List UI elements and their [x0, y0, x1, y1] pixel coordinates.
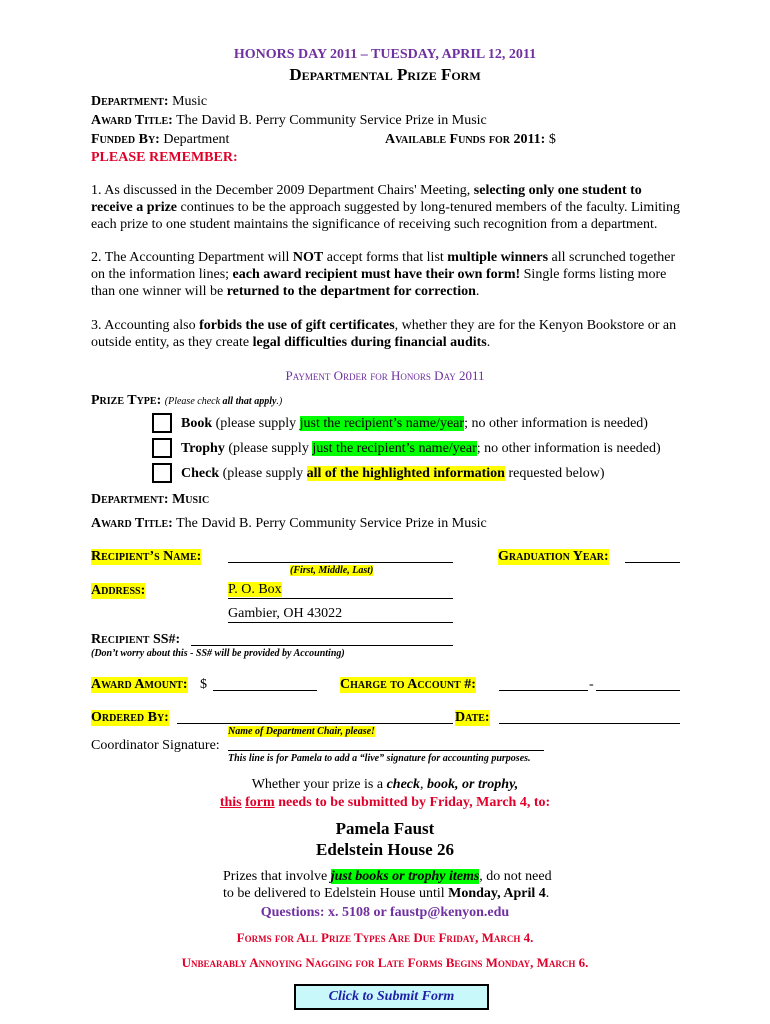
payment-department-row — [91, 492, 209, 508]
trophy-checkbox[interactable] — [152, 438, 172, 458]
funded-by-value: Department — [163, 132, 230, 147]
available-funds-label: Available Funds for 2011: — [385, 132, 546, 147]
submit-form-button[interactable]: Click to Submit Form — [294, 984, 489, 1010]
rule-3-legal: legal difficulties during financial audits — [252, 335, 487, 350]
prize-type-row — [91, 393, 282, 409]
rule-3-text-b: , whether they are for the Kenyon Bookstore or an outside entity, as they create — [91, 318, 677, 350]
submit-form-word: form — [245, 795, 275, 810]
contact-location: Edelstein House 26 — [316, 840, 454, 859]
ordered-by-label: Ordered By: — [91, 710, 169, 725]
please-remember-heading: PLEASE REMEMBER: — [91, 150, 238, 165]
payment-award-label: Award Title: — [91, 516, 173, 531]
available-funds-value: $ — [548, 132, 556, 147]
submit-this: this — [219, 795, 242, 810]
funded-by-row — [91, 132, 229, 148]
rule-1-text-end: continues to be the approach suggested by long-tenured members of the faculty. Limiting each prize to one student maintains the significance of receiving such recognition from a department. — [91, 200, 680, 232]
rule-2-returned: returned to the department for correction — [226, 284, 476, 299]
submit-deadline-text: needs to be submitted by Friday, March 4, to: — [274, 795, 551, 810]
prize-type-note-a: (Please check — [164, 396, 223, 407]
ss-label: Recipient SS#: — [91, 632, 181, 647]
ss-note: (Don’t worry about this - SS# will be provided by Accounting) — [91, 648, 345, 659]
prizes-text-d: to be delivered to Edelstein House until — [223, 886, 449, 901]
award-title-label: Award Title: — [91, 113, 173, 128]
payment-order-heading: Payment Order for Honors Day 2011 — [285, 368, 485, 383]
address-line-1-value: P. O. Box — [228, 582, 282, 597]
rule-2-text-b: accept forms that list — [323, 250, 448, 265]
rule-3 — [91, 317, 681, 351]
charge-account-label: Charge to Account #: — [340, 677, 476, 692]
award-amount-label: Award Amount: — [91, 677, 188, 692]
prize-type-label: Prize Type: — [91, 393, 162, 408]
prizes-line-2 — [223, 886, 549, 902]
recipient-name-field[interactable] — [228, 548, 453, 563]
check-option-pre: (please supply — [219, 466, 307, 481]
department-value: Music — [172, 94, 208, 109]
prize-type-note-b: all that apply — [222, 396, 277, 407]
date-field[interactable] — [499, 709, 680, 724]
address-label: Address: — [91, 583, 146, 598]
rule-2-text: 2. The Accounting Department will — [91, 250, 293, 265]
charge-account-field-1[interactable] — [499, 676, 588, 691]
ss-field[interactable] — [191, 631, 453, 646]
department-row — [91, 94, 207, 110]
whether-comma: , — [420, 777, 428, 792]
rule-1 — [91, 182, 681, 233]
check-checkbox[interactable] — [152, 463, 172, 483]
book-option-post: ; no other information is needed) — [464, 416, 648, 431]
prizes-date: Monday, April 4 — [448, 886, 546, 901]
submit-deadline-line — [0, 795, 770, 811]
book-option-name: Book — [181, 416, 213, 431]
trophy-option — [181, 441, 661, 457]
funded-by-label: Funded By: — [91, 132, 160, 147]
prize-type-note-c: .) — [276, 396, 283, 407]
check-option-highlight: all of the highlighted information — [306, 466, 505, 481]
whether-prize-line — [0, 777, 770, 793]
rule-2-not: NOT — [292, 250, 324, 265]
department-label: Department: — [91, 94, 169, 109]
coordinator-signature-hint: This line is for Pamela to add a “live” signature for accounting purposes. — [228, 753, 531, 764]
coordinator-signature-field[interactable] — [228, 736, 544, 751]
honors-day-header: HONORS DAY 2011 – TUESDAY, APRIL 12, 2011 — [233, 47, 537, 62]
whether-text-a: Whether your prize is a — [251, 777, 387, 792]
check-option-name: Check — [181, 466, 220, 481]
payment-department-value: Music — [172, 492, 210, 507]
address-line-2-field[interactable] — [228, 606, 453, 623]
rule-3-period: . — [486, 335, 491, 350]
award-title-row — [91, 113, 487, 129]
book-option — [181, 416, 648, 432]
prizes-highlight: just books or trophy items — [330, 869, 480, 884]
rule-2-multiple: multiple winners — [447, 250, 549, 265]
award-amount-prefix: $ — [200, 677, 207, 692]
trophy-option-post: ; no other information is needed) — [476, 441, 661, 456]
trophy-option-name: Trophy — [181, 441, 225, 456]
form-title: Departmental Prize Form — [289, 65, 481, 84]
charge-account-dash: - — [589, 677, 594, 692]
prize-type-note — [165, 396, 283, 407]
rule-2-period: . — [475, 284, 480, 299]
date-label: Date: — [455, 710, 490, 725]
check-option-post: requested below) — [504, 466, 605, 481]
payment-award-row — [91, 516, 487, 532]
coordinator-signature-label: Coordinator Signature: — [91, 738, 220, 753]
book-option-pre: (please supply — [212, 416, 300, 431]
rule-3-forbids: forbids the use of gift certificates — [199, 318, 395, 333]
rule-2-text-d: Single forms listing more than one winner will be — [91, 267, 667, 299]
award-amount-field[interactable] — [213, 676, 317, 691]
rule-1-emphasis: selecting only one student to receive a prize — [91, 183, 642, 215]
prizes-text-c: , do not need — [479, 869, 552, 884]
recipient-name-label: Recipient’s Name: — [91, 549, 202, 564]
book-checkbox[interactable] — [152, 413, 172, 433]
recipient-name-hint: (First, Middle, Last) — [290, 565, 374, 576]
trophy-option-pre: (please supply — [224, 441, 313, 456]
book-option-highlight: just the recipient’s name/year — [299, 416, 465, 431]
rule-1-text: 1. As discussed in the December 2009 Department Chairs' Meeting, — [91, 183, 474, 198]
payment-award-value: The David B. Perry Community Service Prize in Music — [176, 516, 487, 531]
ordered-by-field[interactable] — [177, 709, 453, 724]
rule-2-text-c: all scrunched together on the information lines; — [91, 250, 676, 282]
graduation-year-field[interactable] — [625, 548, 680, 563]
late-nagging-notice: Unbearably Annoying Nagging for Late Forms Begins Monday, March 6. — [181, 955, 589, 970]
rule-2-own-form: each award recipient must have their own form! — [232, 267, 521, 282]
award-title-value: The David B. Perry Community Service Prize in Music — [176, 113, 487, 128]
payment-department-label: Department: — [91, 492, 169, 507]
whether-trophy: , or trophy, — [455, 777, 519, 792]
address-line-1-field[interactable] — [228, 582, 453, 599]
prizes-line-1 — [223, 869, 552, 885]
rule-2 — [91, 249, 681, 300]
available-funds-row — [385, 132, 556, 148]
address-line-2-value: Gambier, OH 43022 — [228, 606, 343, 621]
trophy-option-highlight: just the recipient’s name/year — [312, 441, 477, 456]
graduation-year-label: Graduation Year: — [498, 549, 609, 564]
rule-3-text: 3. Accounting also — [91, 318, 200, 333]
prizes-period: . — [545, 886, 550, 901]
ordered-by-hint: Name of Department Chair, please! — [228, 726, 375, 737]
whether-check: check — [386, 777, 421, 792]
contact-name: Pamela Faust — [335, 819, 435, 838]
check-option — [181, 466, 605, 482]
whether-book: book — [427, 777, 456, 792]
prizes-text-a: Prizes that involve — [223, 869, 331, 884]
charge-account-field-2[interactable] — [596, 676, 680, 691]
questions-line: Questions: x. 5108 or faustp@kenyon.edu — [260, 905, 510, 920]
due-date-notice: Forms for All Prize Types Are Due Friday, March 4. — [236, 930, 534, 945]
